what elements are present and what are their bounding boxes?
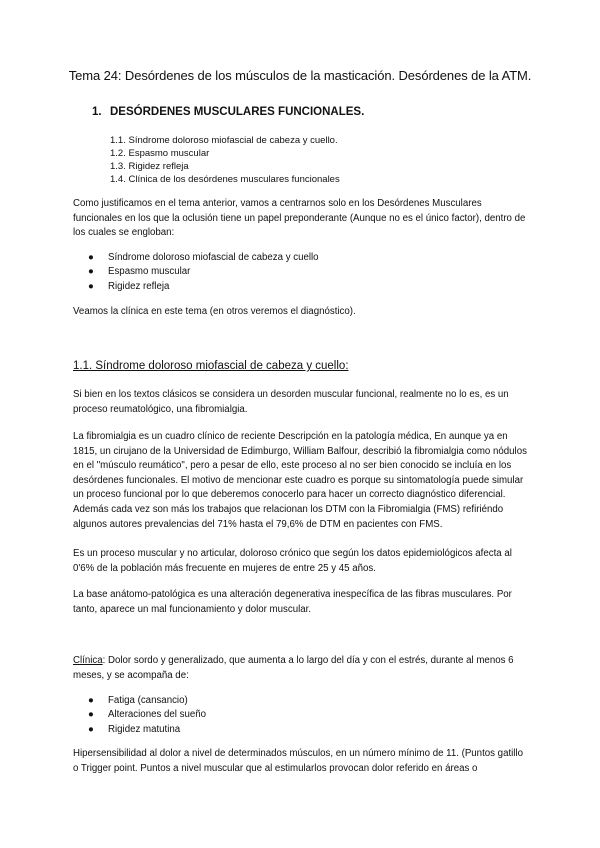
- bullet-icon: ●: [88, 280, 94, 292]
- table-of-contents: [110, 134, 340, 186]
- toc-item: 1.2. Espasmo muscular: [110, 148, 210, 159]
- bullet-icon: ●: [88, 695, 94, 706]
- bullet-icon: ●: [88, 723, 94, 735]
- intro-bullet-list: [88, 251, 319, 294]
- bullet-icon: ●: [88, 266, 94, 278]
- toc-item: 1.4. Clínica de los desórdenes musculares funcionales: [110, 174, 340, 185]
- list-item: ● Alteraciones del sueño: [88, 708, 206, 722]
- paragraph-1: Si bien en los textos clásicos se considera un desorden muscular funcional, realmente no lo es, es un proceso reumatológico, una fibromialgia.: [73, 389, 509, 415]
- section-heading-1: [92, 106, 364, 118]
- list-item: ● Rigidez matutina: [88, 723, 206, 737]
- clinica-bullet-list: [88, 694, 206, 737]
- paragraph-2: La fibromialgia es un cuadro clínico de reciente Descripción en la patología médica, En aunque ya en 1815, un cirujano de la Universidad de Edimburgo, William Balfour, describió la fibromialgia como nódulos en el "músculo reumático", pero a pesar de ello, este proceso al no ser bien conocido se incluía en los desórdenes funcionales. El motivo de mencionar este cuadro es porque su sintomatología puede simular un proceso funcional por lo que deberemos conocerlo para hacer un correcto diagnóstico diferencial. Además cada vez son más los trabajos que relacionan los DTM con la Fibromialgia (FMS) refiriéndo algunos autores prevalencias del 71% hasta el 79,6% de DTM en pacientes con FMS.: [73, 431, 527, 530]
- section-heading-text: DESÓRDENES MUSCULARES FUNCIONALES.: [110, 106, 365, 118]
- list-item: ● Rigidez refleja: [88, 280, 319, 294]
- list-item: ● Espasmo muscular: [88, 265, 319, 279]
- bullet-icon: ●: [88, 709, 94, 721]
- paragraph-4: La base anátomo-patológica es una alteración degenerativa inespecífica de las fibras musculares. Por tanto, aparece un mal funcionamiento y dolor muscular.: [73, 589, 512, 615]
- bullet-icon: ●: [88, 252, 94, 263]
- clinica-text: : Dolor sordo y generalizado, que aumenta a lo largo del día y con el estrés, durante al menos 6 meses, y se acompaña de:: [73, 655, 514, 681]
- section-heading-number: 1.: [92, 106, 102, 118]
- document-title: Tema 24: Desórdenes de los músculos de la masticación. Desórdenes de la ATM.: [68, 68, 532, 83]
- toc-item: 1.1. Síndrome doloroso miofascial de cabeza y cuello.: [110, 135, 338, 146]
- paragraph-3: Es un proceso muscular y no articular, doloroso crónico que según los datos epidemiológicos afecta al 0'6% de la población más frecuente en mujeres de entre 25 y 45 años.: [73, 548, 512, 574]
- subsection-title: 1.1. Síndrome doloroso miofascial de cabeza y cuello:: [73, 360, 349, 372]
- paragraph-5: Hipersensibilidad al dolor a nivel de determinados músculos, en un número mínimo de 11. (Puntos gatillo o Trigger point. Puntos a nivel muscular que al estimularlos provocan dolor referido en áreas o: [73, 748, 523, 774]
- toc-item: 1.3. Rigidez refleja: [110, 161, 189, 172]
- clinica-paragraph: [73, 654, 528, 683]
- list-item: ● Fatiga (cansancio): [88, 694, 206, 708]
- list-item: ● Síndrome doloroso miofascial de cabeza y cuello: [88, 251, 319, 265]
- intro-paragraph: Como justificamos en el tema anterior, vamos a centrarnos solo en los Desórdenes Musculares funcionales en los que la oclusión tiene un papel preponderante (Aunque no es el único factor), dentro de los cuales se engloban:: [73, 198, 526, 239]
- clinica-note-paragraph: Veamos la clínica en este tema (en otros veremos el diagnóstico).: [73, 306, 356, 317]
- clinica-label: Clínica: [73, 655, 103, 666]
